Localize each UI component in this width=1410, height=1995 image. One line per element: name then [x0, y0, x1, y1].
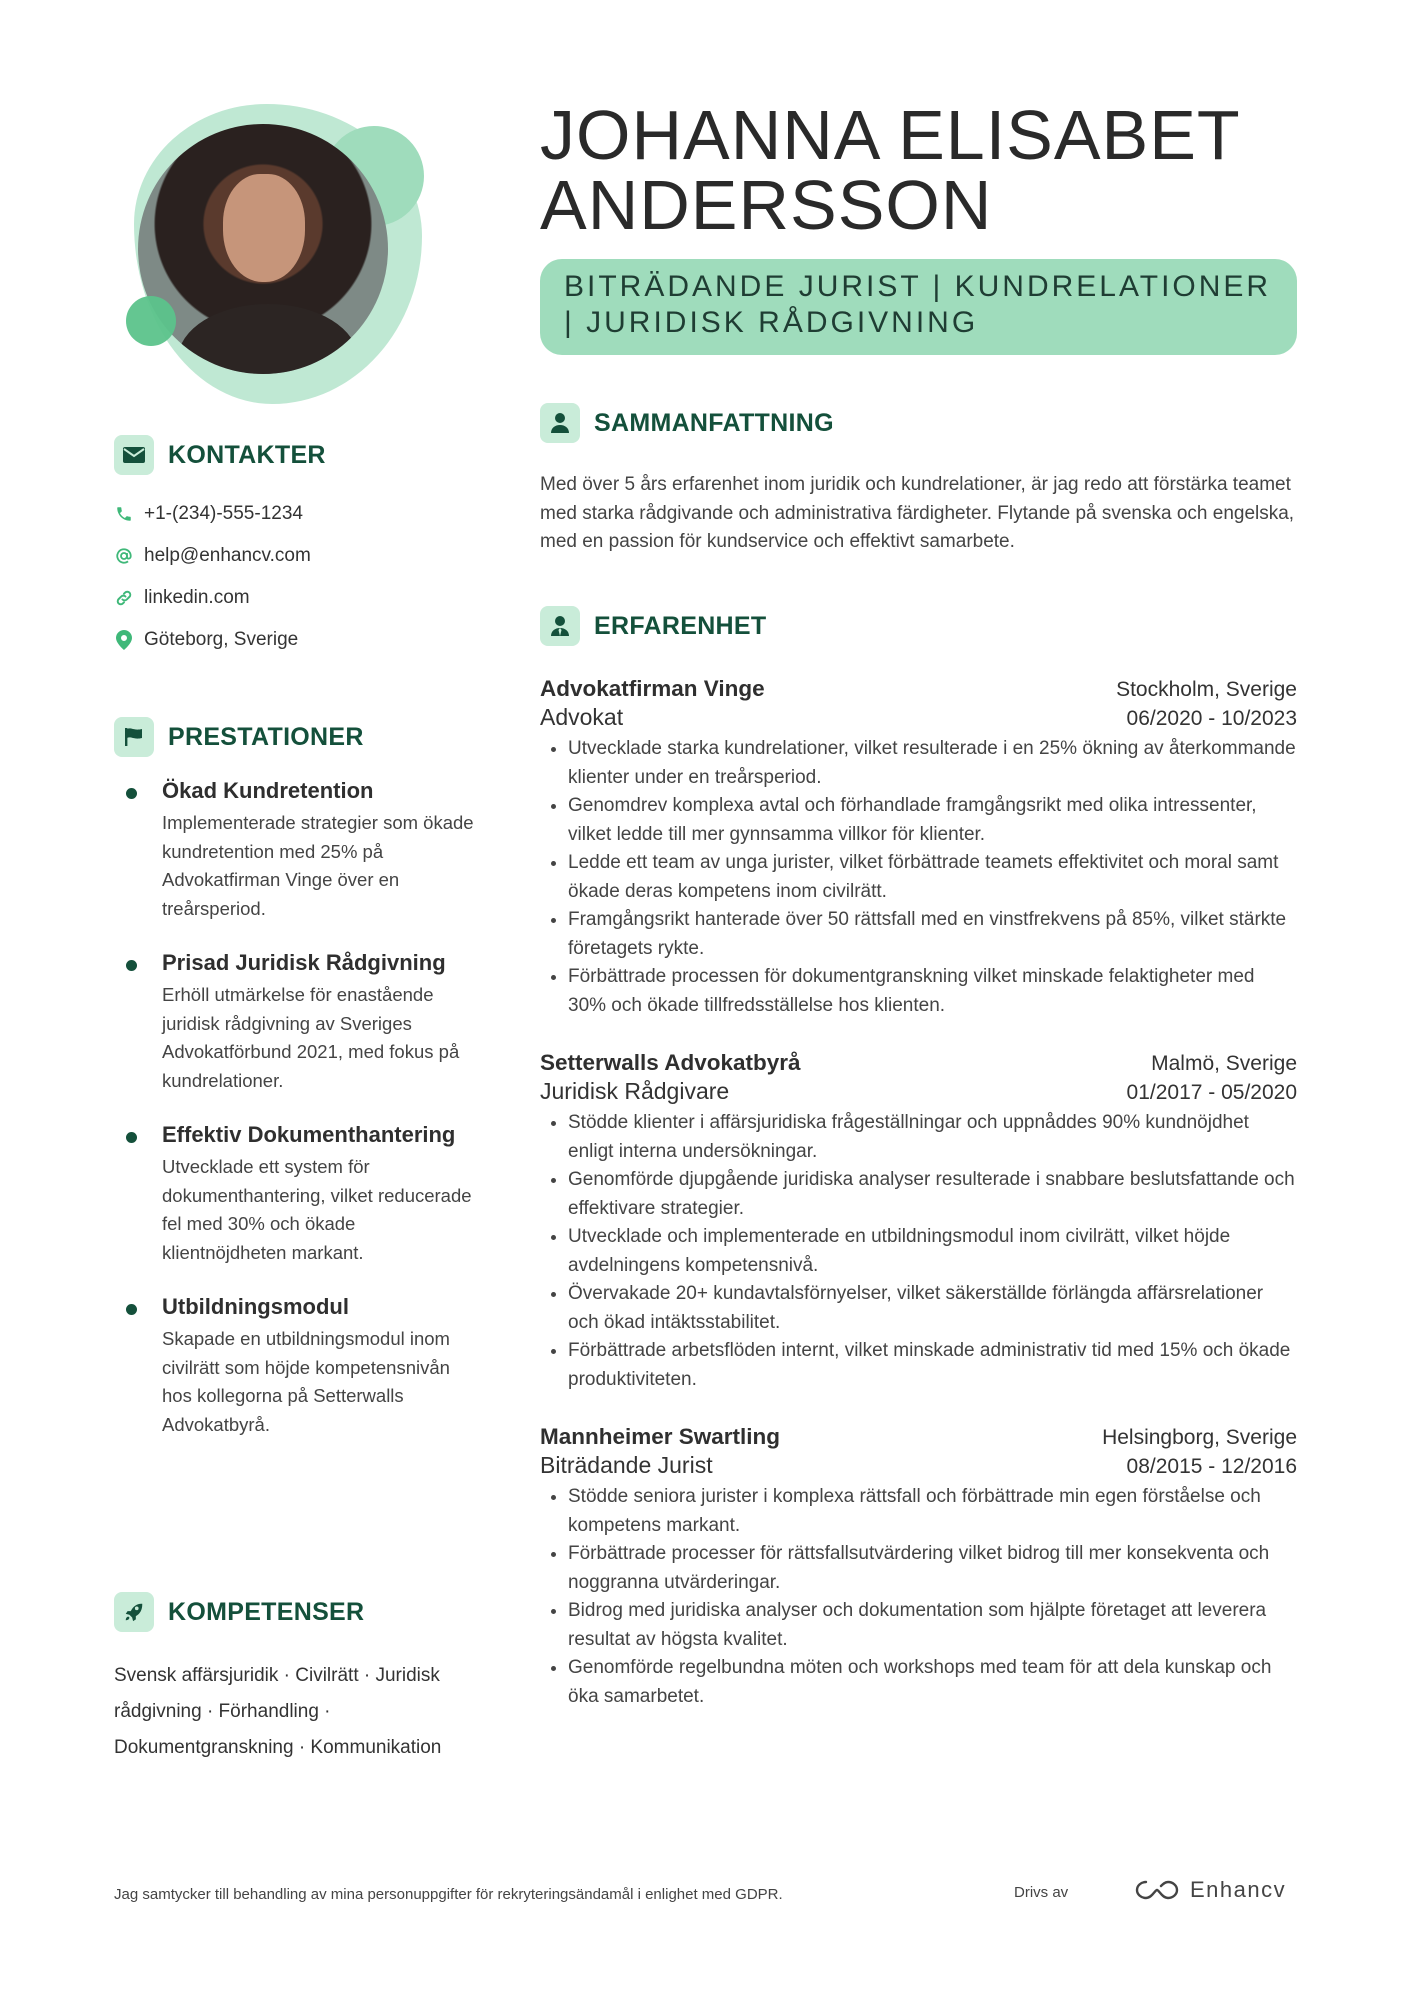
job-bullet: • Framgångsrikt hanterade över 50 rättsfall med en vinstfrekvens på 85%, vilket stärkte företagets rykte. — [568, 906, 1297, 963]
job-bullets — [540, 1483, 1297, 1711]
job-bullet: • Förbättrade processer för rättsfallsutvärdering vilket bidrog till mer konsekventa och noggranna utvärderingar. — [568, 1540, 1297, 1597]
phone-icon — [114, 505, 134, 523]
job-bullet: • Utvecklade starka kundrelationer, vilket resulterade i en 25% ökning av återkommande klienter under en treårsperiod. — [568, 735, 1297, 792]
bullet-dot — [126, 960, 137, 971]
job-bullet: • Genomförde djupgående juridiska analyser resulterade i snabbare beslutsfattande och effektivare strategier. — [568, 1166, 1297, 1223]
infinity-logo-icon — [1134, 1878, 1180, 1902]
job-bullet: • Stödde klienter i affärsjuridiska frågeställningar och uppnåddes 90% kundnöjdhet enligt interna undersökningar. — [568, 1109, 1297, 1166]
at-icon — [114, 547, 134, 565]
job-bullets — [540, 735, 1297, 1020]
achievement-item — [114, 777, 474, 923]
flag-icon — [114, 717, 154, 757]
company-name: Mannheimer Swartling — [540, 1424, 781, 1449]
envelope-icon — [114, 435, 154, 475]
rocket-icon — [114, 1592, 154, 1632]
achievement-title: Prisad Juridisk Rådgivning — [162, 950, 446, 975]
job-title: Juridisk Rådgivare — [540, 1078, 730, 1104]
job-entry — [540, 1424, 1297, 1711]
job-dates: 01/2017 - 05/2020 — [1126, 1081, 1297, 1104]
company-name: Advokatfirman Vinge — [540, 676, 765, 701]
job-title: Biträdande Jurist — [540, 1452, 713, 1478]
role-banner — [540, 259, 1297, 355]
job-location: Helsingborg, Sverige — [1102, 1426, 1297, 1449]
section-title: KOMPETENSER — [168, 1597, 365, 1626]
bullet-dot — [126, 1304, 137, 1315]
job-bullet: • Genomförde regelbundna möten och workshops med team för att dela kunskap och öka samarbetet. — [568, 1654, 1297, 1711]
job-bullet: • Förbättrade arbetsflöden internt, vilket minskade administrativ tid med 15% och ökade produktiviteten. — [568, 1337, 1297, 1394]
role-title: BITRÄDANDE JURIST | KUNDRELATIONER | JURIDISK RÅDGIVNING — [564, 270, 1272, 339]
achievement-description: Erhöll utmärkelse för enastående juridisk rådgivning av Sveriges Advokatförbund 2021, med fokus på kundrelationer. — [162, 984, 460, 1091]
contact-location: Göteborg, Sverige — [114, 619, 326, 661]
achievement-item — [114, 1293, 474, 1439]
job-entry — [540, 676, 1297, 1020]
section-title: SAMMANFATTNING — [594, 408, 834, 437]
powered-by-label: Drivs av — [1014, 1884, 1069, 1901]
job-dates: 06/2020 - 10/2023 — [1126, 707, 1297, 730]
job-entry — [540, 1050, 1297, 1394]
location-pin-icon — [114, 630, 134, 650]
job-bullet: • Förbättrade processen för dokumentgranskning vilket minskade felaktigheter med 30% och ökade tillfredsställelse hos klienten. — [568, 963, 1297, 1020]
achievement-item — [114, 949, 474, 1095]
candidate-name: JOHANNA ELISABET ANDERSSON — [540, 96, 1240, 244]
job-bullet: • Ledde ett team av unga jurister, vilket förbättrade teamets effektivitet och moral samt ökade deras kompetens inom civilrätt. — [568, 849, 1297, 906]
job-bullet: • Stödde seniora jurister i komplexa rättsfall och förbättrade min egen förståelse och kompetens markant. — [568, 1483, 1297, 1540]
section-title: PRESTATIONER — [168, 722, 364, 751]
contacts-section — [114, 435, 326, 661]
job-bullet: • Utvecklade och implementerade en utbildningsmodul inom civilrätt, vilket höjde avdelningens kompetensnivå. — [568, 1223, 1297, 1280]
achievement-description: Skapade en utbildningsmodul inom civilrätt som höjde kompetensnivån hos kollegorna på Setterwalls Advokatbyrå. — [162, 1328, 450, 1435]
contact-email[interactable]: help@enhancv.com — [114, 535, 326, 577]
job-location: Malmö, Sverige — [1151, 1052, 1297, 1075]
achievement-description: Utvecklade ett system för dokumenthantering, vilket reducerade fel med 30% och ökade klientnöjdheten markant. — [162, 1156, 472, 1263]
enhancv-logo[interactable] — [1134, 1877, 1286, 1903]
bullet-dot — [126, 1132, 137, 1143]
achievement-title: Utbildningsmodul — [162, 1294, 349, 1319]
section-title: KONTAKTER — [168, 440, 326, 469]
job-title: Advokat — [540, 704, 624, 730]
job-dates: 08/2015 - 12/2016 — [1126, 1455, 1297, 1478]
achievement-title: Ökad Kundretention — [162, 778, 374, 803]
company-name: Setterwalls Advokatbyrå — [540, 1050, 801, 1075]
section-title: ERFARENHET — [594, 611, 767, 640]
decorative-circle — [126, 296, 176, 346]
skills-section — [114, 1592, 444, 1766]
achievements-section — [114, 717, 474, 1465]
summary-section — [540, 403, 1297, 557]
contact-phone[interactable]: +1-(234)-555-1234 — [114, 493, 326, 535]
job-bullet: • Övervakade 20+ kundavtalsförnyelser, vilket säkerställde förlängda affärsrelationer och ökad intäktsstabilitet. — [568, 1280, 1297, 1337]
achievement-item — [114, 1121, 474, 1267]
job-bullets — [540, 1109, 1297, 1394]
job-bullet: • Genomdrev komplexa avtal och förhandlade framgångsrikt med olika intressenter, vilket ledde till mer gynnsamma villkor för klienter. — [568, 792, 1297, 849]
experience-section — [540, 606, 1297, 1741]
link-icon — [114, 589, 134, 607]
person-icon — [540, 403, 580, 443]
profile-photo-area — [114, 90, 444, 420]
skills-list: Svensk affärsjuridik · Civilrätt · Juridisk rådgivning · Förhandling · Dokumentgranskning · Kommunikation — [114, 1665, 442, 1758]
summary-text: Med över 5 års erfarenhet inom juridik och kundrelationer, är jag redo att förstärka teamet med starka rådgivande och administrativa färdigheter. Flytande på svenska och engelska, med en passion för kundservice och effektivt samarbete. — [540, 474, 1295, 552]
job-bullet: • Bidrog med juridiska analyser och dokumentation som hjälpte företaget att leverera resultat av högsta kvalitet. — [568, 1597, 1297, 1654]
brand-name: Enhancv — [1190, 1877, 1287, 1902]
job-location: Stockholm, Sverige — [1116, 678, 1297, 701]
gdpr-consent-note: Jag samtycker till behandling av mina personuppgifter för rekryteringsändamål i enlighet med GDPR. — [114, 1886, 783, 1903]
person-tie-icon — [540, 606, 580, 646]
achievement-description: Implementerade strategier som ökade kundretention med 25% på Advokatfirman Vinge över en treårsperiod. — [162, 812, 474, 919]
achievement-title: Effektiv Dokumenthantering — [162, 1122, 456, 1147]
profile-photo — [138, 124, 388, 374]
bullet-dot — [126, 788, 137, 799]
contact-linkedin[interactable]: linkedin.com — [114, 577, 326, 619]
